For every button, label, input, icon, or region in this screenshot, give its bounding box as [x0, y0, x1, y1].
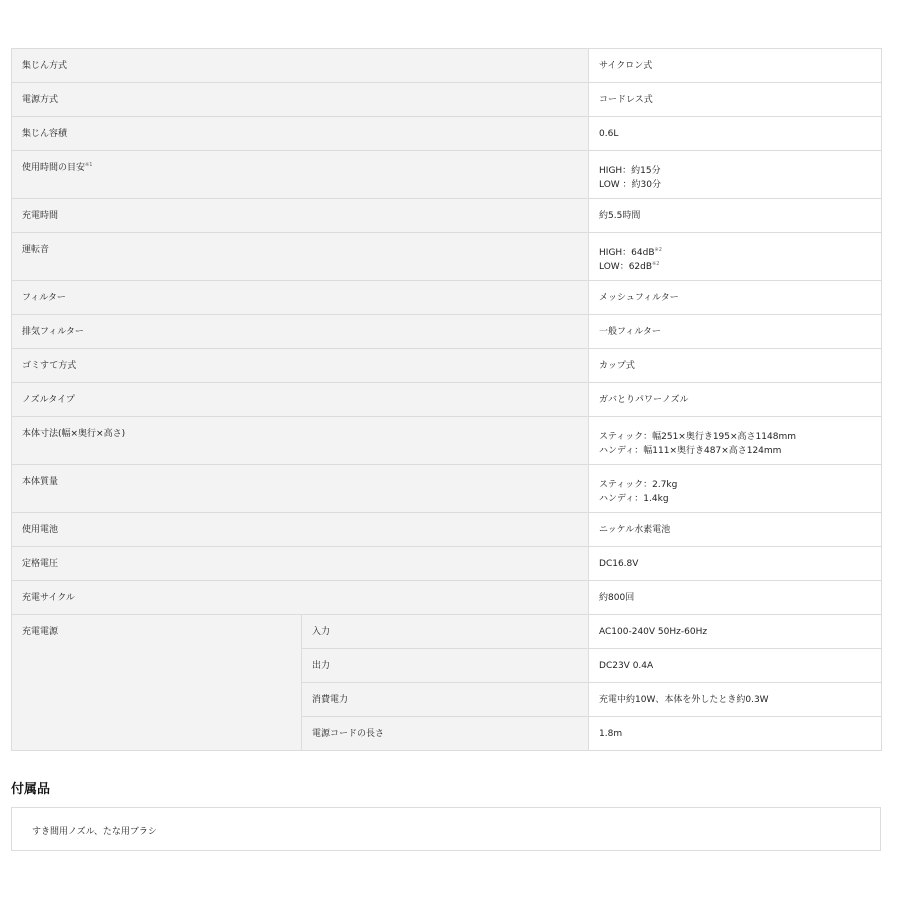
spec-value-line: HIGH：約15分 — [599, 166, 661, 176]
spec-label: 本体質量 — [12, 465, 589, 513]
spec-value-line — [599, 246, 871, 260]
spec-value: ニッケル水素電池 — [589, 513, 882, 547]
charger-value: 1.8m — [589, 717, 882, 751]
spec-label: 電源方式 — [12, 83, 589, 117]
spec-row — [12, 383, 882, 417]
spec-value-text: HIGH：64dB — [599, 248, 655, 258]
footnote-mark: ※2 — [654, 247, 662, 253]
spec-label: 充電時間 — [12, 199, 589, 233]
spec-row — [12, 513, 882, 547]
charger-sublabel: 電源コードの長さ — [302, 717, 589, 751]
spec-value-line: スティック：2.7kg — [599, 480, 678, 490]
spec-value-line — [599, 260, 871, 274]
spec-row — [12, 151, 882, 199]
spec-label: 集じん方式 — [12, 49, 589, 83]
charger-sublabel: 消費電力 — [302, 683, 589, 717]
spec-value-line: スティック：幅251×奥行き195×高さ1148mm — [599, 432, 796, 442]
spec-label: 本体寸法(幅×奥行×高さ) — [12, 417, 589, 465]
spec-row — [12, 281, 882, 315]
spec-row — [12, 83, 882, 117]
spec-value-cell — [589, 233, 882, 281]
spec-value: 約5.5時間 — [589, 199, 882, 233]
spec-value-cell — [589, 417, 882, 465]
spec-value: メッシュフィルター — [589, 281, 882, 315]
spec-value-line: ハンディ：幅111×奥行き487×高さ124mm — [599, 446, 782, 456]
spec-row — [12, 349, 882, 383]
spec-label: 運転音 — [12, 233, 589, 281]
spec-row — [12, 315, 882, 349]
spec-row — [12, 49, 882, 83]
spec-value: ガバとりパワーノズル — [589, 383, 882, 417]
charger-value: AC100-240V 50Hz-60Hz — [589, 615, 882, 649]
spec-row — [12, 417, 882, 465]
spec-value: コードレス式 — [589, 83, 882, 117]
spec-value: カップ式 — [589, 349, 882, 383]
footnote-mark: ※1 — [85, 162, 93, 168]
accessories-text: すき間用ノズル、たな用ブラシ — [32, 827, 157, 837]
spec-label: ゴミすて方式 — [12, 349, 589, 383]
spec-row — [12, 547, 882, 581]
charger-row — [12, 615, 882, 649]
accessories-heading: 付属品 — [11, 782, 51, 797]
spec-label: 使用電池 — [12, 513, 589, 547]
spec-label: 排気フィルター — [12, 315, 589, 349]
spec-row — [12, 199, 882, 233]
spec-row — [12, 117, 882, 151]
spec-value-cell — [589, 151, 882, 199]
spec-row — [12, 465, 882, 513]
spec-value: 一般フィルター — [589, 315, 882, 349]
charger-value: DC23V 0.4A — [589, 649, 882, 683]
accessories-box — [11, 807, 881, 851]
spec-row — [12, 581, 882, 615]
footnote-mark: ※2 — [652, 261, 660, 267]
spec-label: ノズルタイプ — [12, 383, 589, 417]
spec-label: 使用時間の目安 — [22, 163, 86, 173]
spec-value-line: LOW ：約30分 — [599, 180, 662, 190]
charger-label: 充電電源 — [12, 615, 302, 751]
spec-value-text: LOW：62dB — [599, 262, 653, 272]
spec-value: 約800回 — [589, 581, 882, 615]
charger-sublabel: 入力 — [302, 615, 589, 649]
charger-sublabel: 出力 — [302, 649, 589, 683]
spec-value: 0.6L — [589, 117, 882, 151]
spec-value: サイクロン式 — [589, 49, 882, 83]
spec-label: フィルター — [12, 281, 589, 315]
spec-label: 充電サイクル — [12, 581, 589, 615]
charger-value: 充電中約10W、本体を外したとき約0.3W — [589, 683, 882, 717]
spec-label: 定格電圧 — [12, 547, 589, 581]
spec-label: 集じん容積 — [12, 117, 589, 151]
spec-value-line: ハンディ：1.4kg — [599, 494, 669, 504]
spec-label-cell — [12, 151, 589, 199]
spec-value-cell — [589, 465, 882, 513]
spec-value: DC16.8V — [589, 547, 882, 581]
spec-table — [11, 48, 882, 751]
spec-row — [12, 233, 882, 281]
